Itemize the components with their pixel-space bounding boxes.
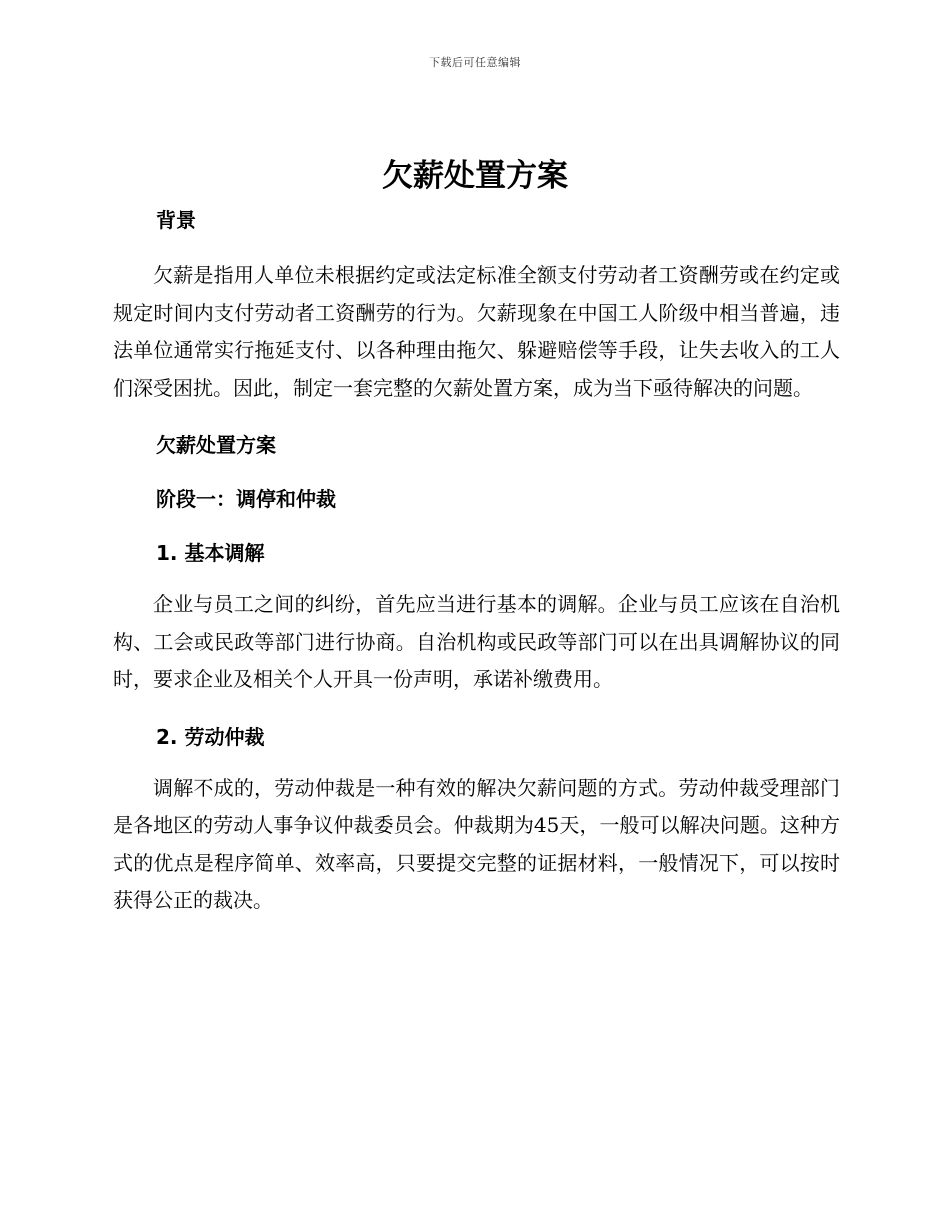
section-heading-background: 背景 [156, 208, 196, 232]
paragraph-background: 欠薪是指用人单位未根据约定或法定标准全额支付劳动者工资酬劳或在约定或规定时间内支付劳动者工资酬劳的行为。欠薪现象在中国工人阶级中相当普遍，违法单位通常实行拖延支付、以各种理由拖欠、躲避赔偿等手段，让失去收入的工人们深受困扰。因此，制定一套完整的欠薪处置方案，成为当下亟待解决的问题。 [113, 263, 840, 400]
document-body [113, 204, 840, 920]
paragraph-mediation: 企业与员工之间的纠纷，首先应当进行基本的调解。企业与员工应该在自治机构、工会或民政等部门进行协商。自治机构或民政等部门可以在出具调解协议的同时，要求企业及相关个人开具一份声明，承诺补缴费用。 [113, 592, 840, 691]
document-title: 欠薪处置方案 [382, 158, 568, 194]
section-heading-plan: 欠薪处置方案 [156, 433, 276, 457]
subsection-heading-mediation: 1. 基本调解 [156, 541, 265, 565]
section-heading-stage-one: 阶段一：调停和仲裁 [156, 487, 336, 511]
subsection-heading-arbitration: 2. 劳动仲裁 [156, 724, 265, 749]
paragraph-arbitration: 调解不成的，劳动仲裁是一种有效的解决欠薪问题的方式。劳动仲裁受理部门是各地区的劳动人事争议仲裁委员会。仲裁期为45天，一般可以解决问题。这种方式的优点是程序简单、效率高，只要提交完整的证据材料，一般情况下，可以按时获得公正的裁决。 [113, 775, 840, 912]
page-header-note: 下载后可任意编辑 [429, 56, 521, 69]
